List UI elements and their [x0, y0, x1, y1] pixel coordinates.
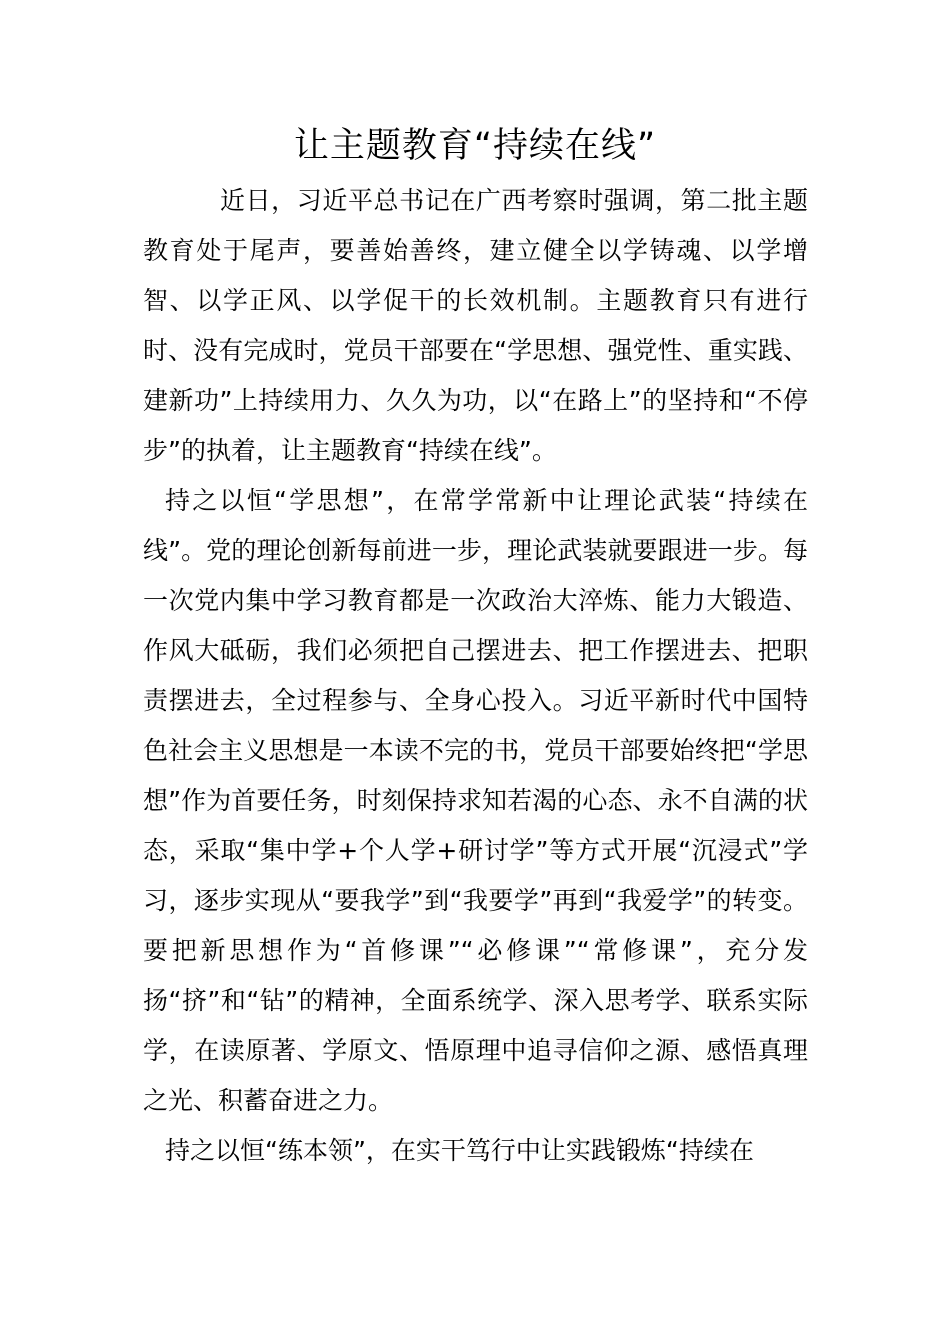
- paragraph-intro: 近日，习近平总书记在广西考察时强调，第二批主题教育处于尾声，要善始善终，建立健全以学铸魂、以学增智、以学正风、以学促干的长效机制。主题教育只有进行时、没有完成时，党员干部要在“学思想、强党性、重实践、建新功”上持续用力、久久为功，以“在路上”的坚持和“不停步”的执着，让主题教育“持续在线”。: [143, 186, 808, 465]
- document-title: 让主题教育“持续在线”: [293, 126, 657, 166]
- paragraph-practice-skills: 持之以恒“练本领”，在实干笃行中让实践锻炼“持续在: [165, 1136, 754, 1165]
- paragraph-study-thought: 持之以恒“学思想”，在常学常新中让理论武装“持续在线”。党的理论创新每前进一步，理论武装就要跟进一步。每一次党内集中学习教育都是一次政治大淬炼、能力大锻造、作风大砥砺，我们必须把自己摆进去、把工作摆进去、把职责摆进去，全过程参与、全身心投入。习近平新时代中国特色社会主义思想是一本读不完的书，党员干部要始终把“学思想”作为首要任务，时刻保持求知若渴的心态、永不自满的状态，采取“集中学+个人学+研讨学”等方式开展“沉浸式”学习，逐步实现从“要我学”到“我要学”再到“我爱学”的转变。要把新思想作为“首修课”“必修课”“常修课”，充分发扬“挤”和“钻”的精神，全面系统学、深入思考学、联系实际学，在读原著、学原文、悟原理中追寻信仰之源、感悟真理之光、积蓄奋进之力。: [143, 486, 808, 1115]
- document-body: [143, 176, 808, 1176]
